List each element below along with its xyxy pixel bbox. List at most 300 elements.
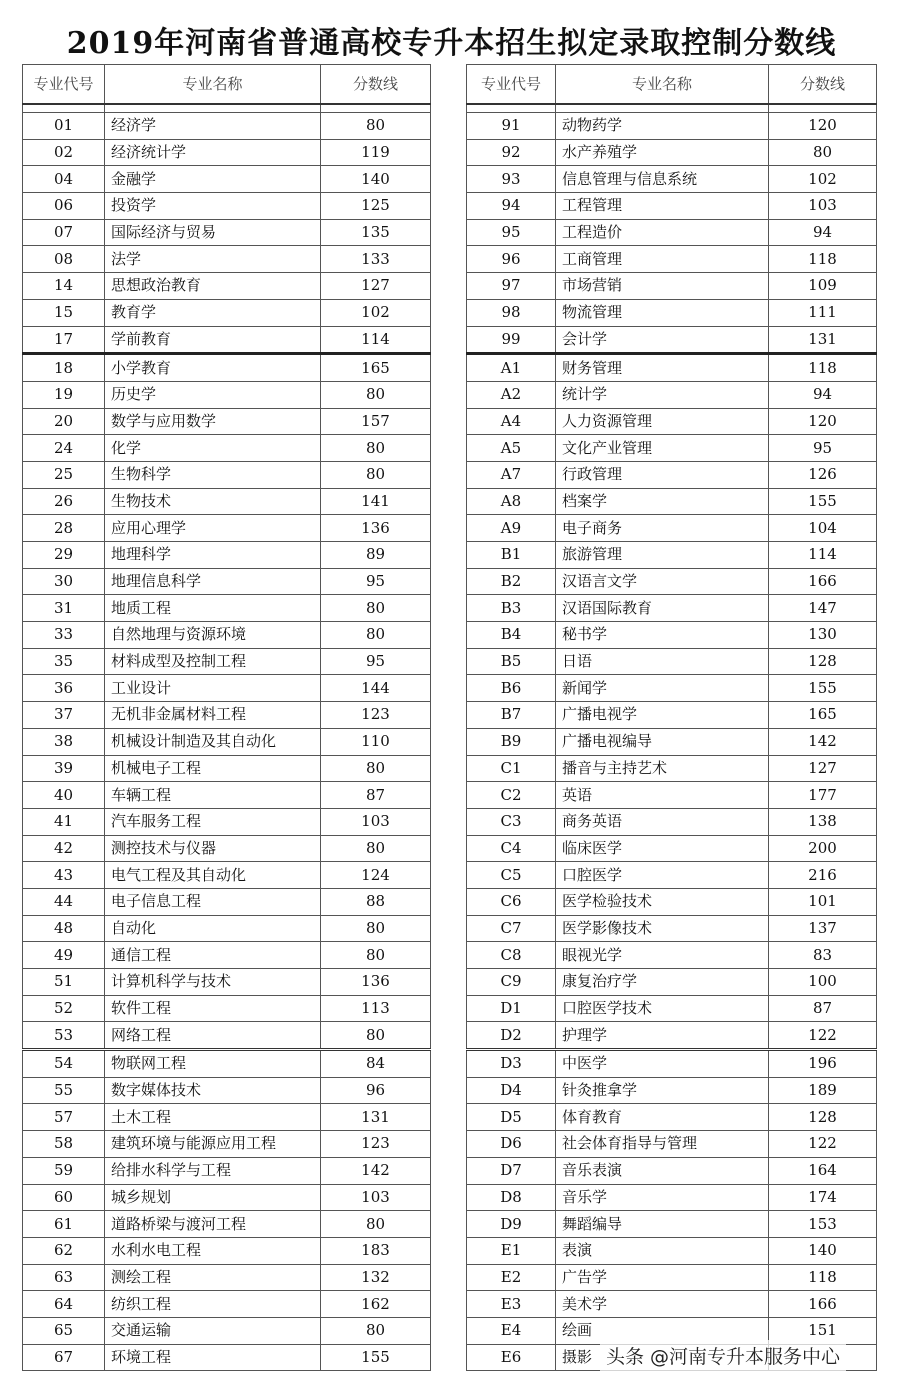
table-row	[467, 273, 877, 300]
major-code: 19	[23, 381, 105, 408]
major-name: 针灸推拿学	[556, 1077, 769, 1104]
table-row	[23, 461, 431, 488]
major-name: 生物技术	[105, 488, 321, 515]
cutoff-score: 128	[769, 1104, 877, 1131]
cutoff-score: 123	[321, 1131, 431, 1158]
major-name: 材料成型及控制工程	[105, 648, 321, 675]
table-row	[467, 1237, 877, 1264]
table-row	[23, 1050, 431, 1078]
major-code: D6	[467, 1131, 556, 1158]
major-code: A7	[467, 461, 556, 488]
cutoff-score: 80	[321, 835, 431, 862]
page-title: 2019年河南省普通高校专升本招生拟定录取控制分数线	[66, 26, 837, 61]
major-code: C1	[467, 755, 556, 782]
table-row	[23, 835, 431, 862]
major-name: 舞蹈编导	[556, 1211, 769, 1238]
major-code: 37	[23, 702, 105, 729]
table-row	[23, 595, 431, 622]
major-code: 14	[23, 273, 105, 300]
cutoff-score: 104	[769, 515, 877, 542]
cutoff-score: 127	[769, 755, 877, 782]
major-name: 工业设计	[105, 675, 321, 702]
cutoff-score: 155	[321, 1344, 431, 1371]
table-row	[23, 139, 431, 166]
table-row	[467, 782, 877, 809]
table-row	[23, 1131, 431, 1158]
major-code: 62	[23, 1237, 105, 1264]
major-code: 36	[23, 675, 105, 702]
table-row	[23, 1237, 431, 1264]
major-code: 51	[23, 969, 105, 996]
major-name: 生物科学	[105, 461, 321, 488]
major-name: 历史学	[105, 381, 321, 408]
major-name: 市场营销	[556, 273, 769, 300]
cutoff-score: 183	[321, 1237, 431, 1264]
cutoff-score: 114	[769, 542, 877, 569]
cutoff-score: 113	[321, 995, 431, 1022]
table-row	[467, 193, 877, 220]
major-name: 软件工程	[105, 995, 321, 1022]
major-code: 25	[23, 461, 105, 488]
major-code: 93	[467, 166, 556, 193]
major-name: 地理信息科学	[105, 568, 321, 595]
table-row	[23, 1264, 431, 1291]
major-code: 35	[23, 648, 105, 675]
table-row	[467, 139, 877, 166]
major-code: 08	[23, 246, 105, 273]
major-code: 91	[467, 113, 556, 140]
major-code: D2	[467, 1022, 556, 1050]
cutoff-score: 83	[769, 942, 877, 969]
major-code: 29	[23, 542, 105, 569]
major-code: E6	[467, 1344, 556, 1371]
major-name: 小学教育	[105, 354, 321, 382]
major-code: A2	[467, 381, 556, 408]
cutoff-score: 165	[769, 702, 877, 729]
major-code: B5	[467, 648, 556, 675]
cutoff-score: 147	[769, 595, 877, 622]
major-code: 94	[467, 193, 556, 220]
table-row	[467, 299, 877, 326]
major-name: 纺织工程	[105, 1291, 321, 1318]
table-header-row	[467, 65, 877, 105]
header-code: 专业代号	[23, 65, 105, 105]
table-row	[467, 1291, 877, 1318]
cutoff-score: 141	[321, 488, 431, 515]
major-code: D9	[467, 1211, 556, 1238]
table-row	[23, 808, 431, 835]
cutoff-score: 144	[321, 675, 431, 702]
cutoff-score: 80	[321, 755, 431, 782]
table-row	[467, 675, 877, 702]
major-name: 中医学	[556, 1050, 769, 1078]
table-row	[467, 488, 877, 515]
major-code: B4	[467, 622, 556, 649]
major-name: 医学检验技术	[556, 888, 769, 915]
table-row	[23, 995, 431, 1022]
cutoff-score: 128	[769, 648, 877, 675]
cutoff-score: 94	[769, 381, 877, 408]
table-row	[23, 326, 431, 354]
table-row	[23, 435, 431, 462]
table-row	[23, 113, 431, 140]
cutoff-score: 120	[769, 113, 877, 140]
cutoff-score: 164	[769, 1157, 877, 1184]
major-code: D8	[467, 1184, 556, 1211]
cutoff-score: 162	[321, 1291, 431, 1318]
major-name: 口腔医学技术	[556, 995, 769, 1022]
major-code: D4	[467, 1077, 556, 1104]
header-score: 分数线	[321, 65, 431, 105]
major-name: 车辆工程	[105, 782, 321, 809]
header-gap	[23, 104, 431, 113]
cutoff-score: 136	[321, 515, 431, 542]
cutoff-score: 142	[769, 728, 877, 755]
table-row	[467, 542, 877, 569]
major-code: 42	[23, 835, 105, 862]
major-name: 日语	[556, 648, 769, 675]
cutoff-score: 94	[769, 219, 877, 246]
major-name: 地质工程	[105, 595, 321, 622]
major-name: 秘书学	[556, 622, 769, 649]
table-row	[23, 942, 431, 969]
major-name: 美术学	[556, 1291, 769, 1318]
major-code: D3	[467, 1050, 556, 1078]
major-code: B1	[467, 542, 556, 569]
major-name: 广播电视学	[556, 702, 769, 729]
cutoff-score: 118	[769, 354, 877, 382]
table-row	[467, 354, 877, 382]
table-row	[467, 1264, 877, 1291]
header-code: 专业代号	[467, 65, 556, 105]
table-row	[23, 755, 431, 782]
table-row	[23, 1077, 431, 1104]
major-name: 汉语言文学	[556, 568, 769, 595]
major-code: 40	[23, 782, 105, 809]
cutoff-score: 166	[769, 568, 877, 595]
major-name: 思想政治教育	[105, 273, 321, 300]
major-name: 物联网工程	[105, 1050, 321, 1078]
major-name: 环境工程	[105, 1344, 321, 1371]
table-row	[467, 435, 877, 462]
table-row	[467, 219, 877, 246]
table-row	[23, 915, 431, 942]
table-row	[467, 835, 877, 862]
major-name: 播音与主持艺术	[556, 755, 769, 782]
major-name: 文化产业管理	[556, 435, 769, 462]
table-row	[23, 299, 431, 326]
major-name: 眼视光学	[556, 942, 769, 969]
major-code: 52	[23, 995, 105, 1022]
table-row	[467, 622, 877, 649]
cutoff-score: 80	[321, 461, 431, 488]
cutoff-score: 103	[321, 1184, 431, 1211]
header-score: 分数线	[769, 65, 877, 105]
cutoff-score: 95	[769, 435, 877, 462]
major-code: C3	[467, 808, 556, 835]
major-code: 30	[23, 568, 105, 595]
major-name: 给排水科学与工程	[105, 1157, 321, 1184]
table-row	[467, 755, 877, 782]
major-code: A5	[467, 435, 556, 462]
table-row	[467, 915, 877, 942]
major-name: 通信工程	[105, 942, 321, 969]
table-row	[467, 1184, 877, 1211]
table-row	[23, 728, 431, 755]
major-code: D1	[467, 995, 556, 1022]
major-name: 网络工程	[105, 1022, 321, 1050]
table-row	[467, 1022, 877, 1050]
cutoff-score: 132	[321, 1264, 431, 1291]
major-code: 54	[23, 1050, 105, 1078]
major-name: 金融学	[105, 166, 321, 193]
table-row	[23, 1157, 431, 1184]
cutoff-score: 151	[769, 1317, 877, 1344]
major-name: 电子信息工程	[105, 888, 321, 915]
table-row	[467, 995, 877, 1022]
major-code: 58	[23, 1131, 105, 1158]
major-code: A8	[467, 488, 556, 515]
table-row	[23, 568, 431, 595]
major-code: C5	[467, 862, 556, 889]
cutoff-score: 126	[769, 461, 877, 488]
major-name: 电气工程及其自动化	[105, 862, 321, 889]
cutoff-score: 140	[321, 166, 431, 193]
cutoff-score: 133	[321, 246, 431, 273]
table-row	[23, 381, 431, 408]
table-header-row	[23, 65, 431, 105]
major-name: 医学影像技术	[556, 915, 769, 942]
major-code: C9	[467, 969, 556, 996]
table-row	[467, 1131, 877, 1158]
cutoff-score: 103	[769, 193, 877, 220]
major-name: 国际经济与贸易	[105, 219, 321, 246]
major-code: 60	[23, 1184, 105, 1211]
major-code: E4	[467, 1317, 556, 1344]
major-code: D5	[467, 1104, 556, 1131]
cutoff-score: 111	[769, 299, 877, 326]
cutoff-score: 80	[321, 1211, 431, 1238]
table-row	[467, 888, 877, 915]
major-code: 53	[23, 1022, 105, 1050]
major-code: C8	[467, 942, 556, 969]
cutoff-score: 131	[769, 326, 877, 354]
table-row	[23, 1022, 431, 1050]
table-row	[23, 1211, 431, 1238]
major-code: 99	[467, 326, 556, 354]
cutoff-score: 165	[321, 354, 431, 382]
table-row	[467, 595, 877, 622]
major-code: C4	[467, 835, 556, 862]
cutoff-score: 101	[769, 888, 877, 915]
major-code: B3	[467, 595, 556, 622]
cutoff-score: 155	[769, 675, 877, 702]
major-name: 汉语国际教育	[556, 595, 769, 622]
major-code: 67	[23, 1344, 105, 1371]
table-row	[467, 515, 877, 542]
major-name: 电子商务	[556, 515, 769, 542]
major-code: 55	[23, 1077, 105, 1104]
score-table-left	[22, 64, 431, 1371]
major-name: 档案学	[556, 488, 769, 515]
major-code: A4	[467, 408, 556, 435]
table-row	[467, 648, 877, 675]
major-name: 广播电视编导	[556, 728, 769, 755]
cutoff-score: 118	[769, 246, 877, 273]
cutoff-score: 87	[321, 782, 431, 809]
major-name: 工商管理	[556, 246, 769, 273]
cutoff-score: 87	[769, 995, 877, 1022]
major-code: B2	[467, 568, 556, 595]
major-code: 20	[23, 408, 105, 435]
major-name: 护理学	[556, 1022, 769, 1050]
table-row	[23, 782, 431, 809]
table-row	[467, 862, 877, 889]
table-row	[23, 1344, 431, 1371]
major-name: 工程管理	[556, 193, 769, 220]
cutoff-score: 102	[769, 166, 877, 193]
major-code: 92	[467, 139, 556, 166]
major-code: B9	[467, 728, 556, 755]
major-code: 24	[23, 435, 105, 462]
cutoff-score: 120	[769, 408, 877, 435]
major-code: 61	[23, 1211, 105, 1238]
table-row	[467, 568, 877, 595]
major-code: 33	[23, 622, 105, 649]
table-row	[23, 969, 431, 996]
major-code: E3	[467, 1291, 556, 1318]
cutoff-score: 130	[769, 622, 877, 649]
major-code: 41	[23, 808, 105, 835]
major-code: 02	[23, 139, 105, 166]
table-row	[23, 1317, 431, 1344]
major-code: 49	[23, 942, 105, 969]
major-name: 投资学	[105, 193, 321, 220]
cutoff-score: 80	[321, 435, 431, 462]
table-row	[467, 1077, 877, 1104]
table-row	[23, 488, 431, 515]
major-code: 06	[23, 193, 105, 220]
table-row	[467, 1211, 877, 1238]
major-name: 自动化	[105, 915, 321, 942]
cutoff-score: 137	[769, 915, 877, 942]
major-name: 地理科学	[105, 542, 321, 569]
major-name: 会计学	[556, 326, 769, 354]
cutoff-score: 95	[321, 648, 431, 675]
table-row	[23, 622, 431, 649]
cutoff-score: 136	[321, 969, 431, 996]
table-row	[23, 193, 431, 220]
table-row	[467, 326, 877, 354]
major-code: 98	[467, 299, 556, 326]
major-code: 17	[23, 326, 105, 354]
cutoff-score: 216	[769, 862, 877, 889]
major-name: 测控技术与仪器	[105, 835, 321, 862]
major-name: 新闻学	[556, 675, 769, 702]
cutoff-score: 80	[321, 622, 431, 649]
table-row	[467, 381, 877, 408]
cutoff-score: 102	[321, 299, 431, 326]
major-name: 音乐表演	[556, 1157, 769, 1184]
major-code: 96	[467, 246, 556, 273]
major-name: 教育学	[105, 299, 321, 326]
major-code: 15	[23, 299, 105, 326]
major-name: 行政管理	[556, 461, 769, 488]
table-row	[23, 219, 431, 246]
major-name: 法学	[105, 246, 321, 273]
major-code: 97	[467, 273, 556, 300]
cutoff-score: 135	[321, 219, 431, 246]
cutoff-score: 80	[321, 113, 431, 140]
major-code: C2	[467, 782, 556, 809]
major-name: 财务管理	[556, 354, 769, 382]
major-name: 自然地理与资源环境	[105, 622, 321, 649]
major-name: 经济学	[105, 113, 321, 140]
major-name: 口腔医学	[556, 862, 769, 889]
major-name: 英语	[556, 782, 769, 809]
major-code: 38	[23, 728, 105, 755]
major-code: A9	[467, 515, 556, 542]
table-row	[467, 408, 877, 435]
cutoff-score: 80	[321, 381, 431, 408]
major-code: 18	[23, 354, 105, 382]
table-row	[23, 1184, 431, 1211]
cutoff-score: 157	[321, 408, 431, 435]
major-code: B6	[467, 675, 556, 702]
cutoff-score: 110	[321, 728, 431, 755]
cutoff-score: 174	[769, 1184, 877, 1211]
cutoff-score: 122	[769, 1022, 877, 1050]
major-name: 音乐学	[556, 1184, 769, 1211]
cutoff-score: 142	[321, 1157, 431, 1184]
major-name: 计算机科学与技术	[105, 969, 321, 996]
major-name: 物流管理	[556, 299, 769, 326]
table-row	[23, 273, 431, 300]
major-name: 社会体育指导与管理	[556, 1131, 769, 1158]
cutoff-score: 80	[321, 942, 431, 969]
cutoff-score: 124	[321, 862, 431, 889]
major-name: 学前教育	[105, 326, 321, 354]
major-name: 水利水电工程	[105, 1237, 321, 1264]
cutoff-score: 127	[321, 273, 431, 300]
major-name: 信息管理与信息系统	[556, 166, 769, 193]
major-name: 摄影	[556, 1344, 769, 1371]
major-name: 广告学	[556, 1264, 769, 1291]
table-row	[467, 728, 877, 755]
cutoff-score: 196	[769, 1050, 877, 1078]
cutoff-score: 119	[321, 139, 431, 166]
table-row	[467, 942, 877, 969]
major-code: 04	[23, 166, 105, 193]
score-table-right	[466, 64, 877, 1371]
table-row	[467, 969, 877, 996]
major-code: 48	[23, 915, 105, 942]
table-row	[467, 702, 877, 729]
major-name: 城乡规划	[105, 1184, 321, 1211]
major-code: B7	[467, 702, 556, 729]
major-name: 道路桥梁与渡河工程	[105, 1211, 321, 1238]
cutoff-score: 89	[321, 542, 431, 569]
cutoff-score: 153	[769, 1211, 877, 1238]
table-row	[23, 515, 431, 542]
major-name: 交通运输	[105, 1317, 321, 1344]
major-name: 经济统计学	[105, 139, 321, 166]
major-code: D7	[467, 1157, 556, 1184]
major-code: C7	[467, 915, 556, 942]
major-name: 动物药学	[556, 113, 769, 140]
major-name: 机械设计制造及其自动化	[105, 728, 321, 755]
major-name: 机械电子工程	[105, 755, 321, 782]
